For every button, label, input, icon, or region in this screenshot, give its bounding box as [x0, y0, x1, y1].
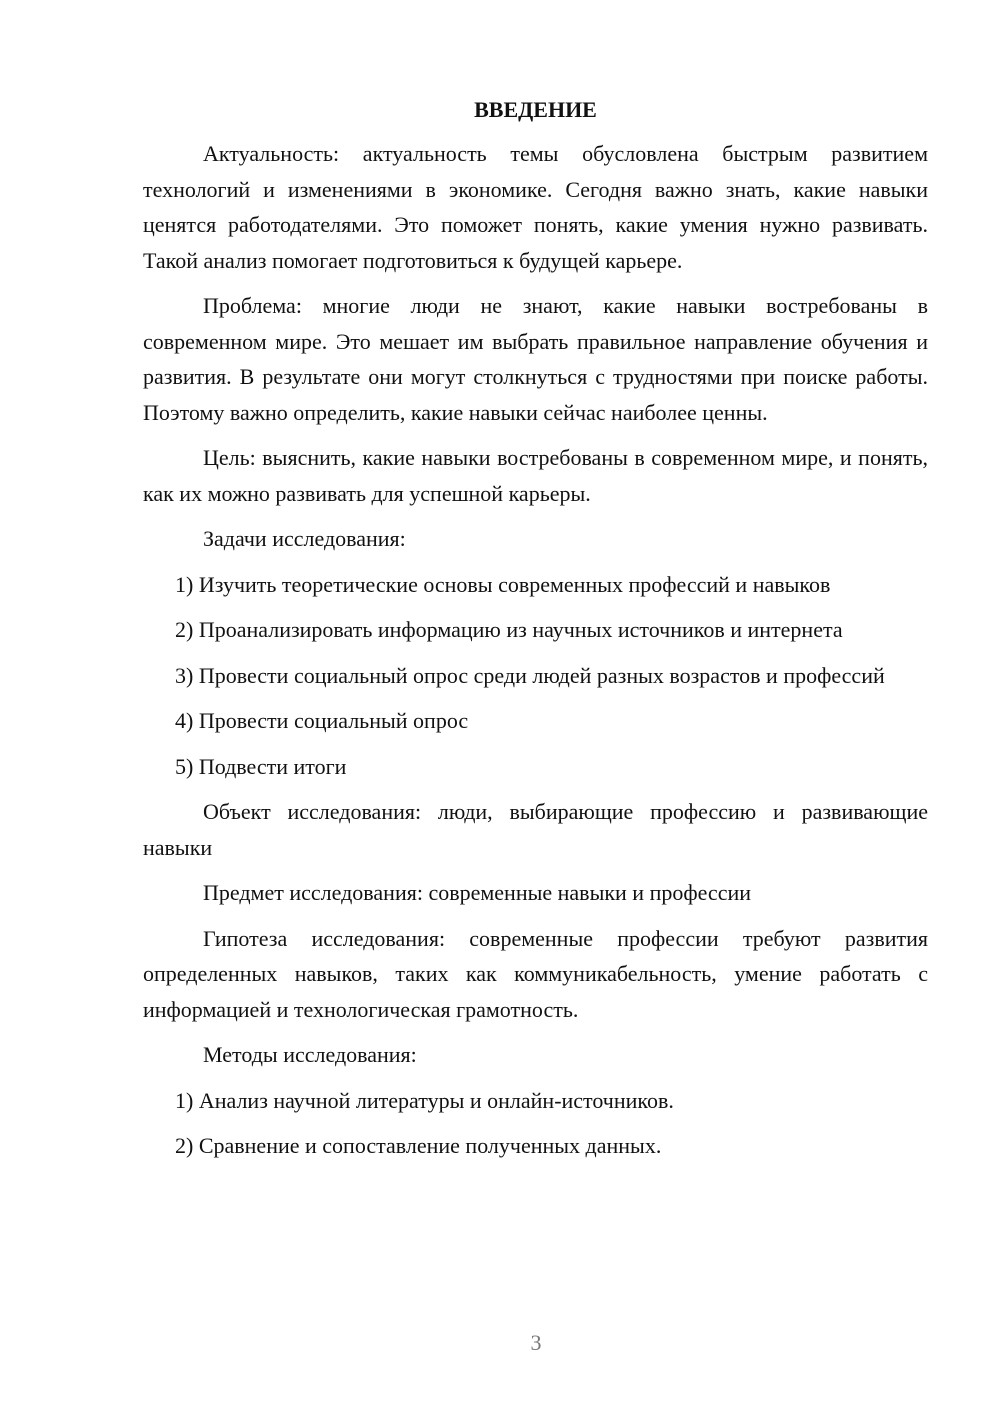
task-item: 2) Проанализировать информацию из научных источников и интернета: [175, 617, 843, 642]
relevance-paragraph: Актуальность: актуальность темы обусловлена быстрым развитием технологий и изменениями в экономике. Сегодня важно знать, какие навыки ценятся работодателями. Это поможет понять, какие умения нужно развивать. Такой анализ помогает подготовиться к будущей карьере.: [143, 141, 928, 273]
task-item: 4) Провести социальный опрос: [175, 708, 469, 733]
tasks-heading: Задачи исследования:: [203, 526, 406, 551]
page-number: 3: [530, 1330, 542, 1355]
method-item: 2) Сравнение и сопоставление полученных данных.: [175, 1133, 662, 1158]
task-item: 3) Провести социальный опрос среди людей разных возрастов и профессий: [175, 662, 885, 688]
subject-paragraph: Предмет исследования: современные навыки и профессии: [203, 880, 752, 905]
method-item: 1) Анализ научной литературы и онлайн-источников.: [175, 1087, 674, 1113]
methods-heading: Методы исследования:: [203, 1042, 417, 1067]
hypothesis-paragraph: Гипотеза исследования: современные профессии требуют развития определенных навыков, таких как коммуникабельность, умение работать с информацией и технологическая грамотность.: [143, 925, 928, 1022]
problem-paragraph: Проблема: многие люди не знают, какие навыки востребованы в современном мире. Это мешает им выбрать правильное направление обучения и развития. В результате они могут столкнуться с трудностями при поиске работы. Поэтому важно определить, какие навыки сейчас наиболее ценны.: [143, 293, 928, 425]
task-item: 5) Подвести итоги: [175, 753, 347, 779]
goal-paragraph: Цель: выяснить, какие навыки востребованы в современном мире, и понять, как их можно развивать для успешной карьеры.: [143, 445, 928, 506]
section-title: ВВЕДЕНИЕ: [474, 97, 597, 122]
object-paragraph: Объект исследования: люди, выбирающие профессию и развивающие навыки: [143, 799, 928, 860]
document-page: [143, 94, 928, 1174]
task-item: 1) Изучить теоретические основы современных профессий и навыков: [175, 571, 831, 597]
